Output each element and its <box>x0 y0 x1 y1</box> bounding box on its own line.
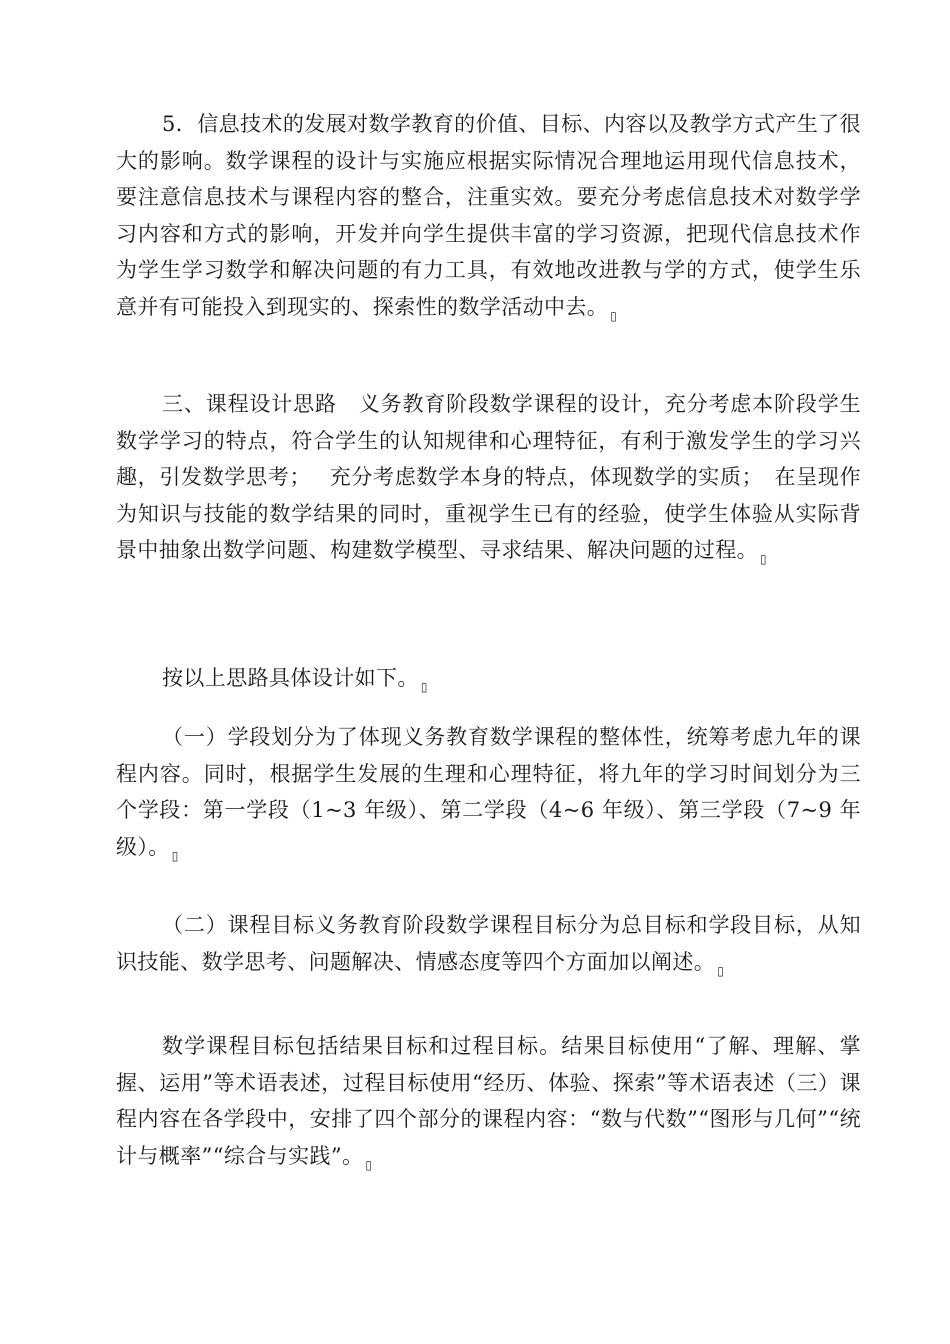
paragraph-text: 按以上思路具体设计如下。 <box>162 666 419 690</box>
paragraph-text: （一）学段划分为了体现义务教育数学课程的整体性，统筹考虑九年的课程内容。同时，根据学生发展的生理和心理特征，将九年的学习时间划分为三个学段：第一学段（1~3 年级）、第二学段（4~6 年级）、第三学段（7~9 年级）。 <box>116 725 861 859</box>
paragraph-end-mark: ▯ <box>760 552 768 566</box>
paragraph-end-mark: ▯ <box>610 308 618 323</box>
paragraph-text: 数学课程目标包括结果目标和过程目标。结果目标使用“了解、理解、掌握、运用”等术语表述，过程目标使用“经历、体验、探索”等术语表述（三）课程内容在各学段中，安排了四个部分的课程内容：“数与代数”“图形与几何”“统计与概率”“综合与实践”。 <box>116 1034 861 1168</box>
paragraph-text: （二）课程目标义务教育阶段数学课程目标分为总目标和学段目标，从知识技能、数学思考、问题解决、情感态度等四个方面加以阐述。 <box>116 913 861 974</box>
paragraph-end-mark: ▯ <box>717 963 725 978</box>
paragraph-stage-division <box>116 719 861 865</box>
paragraph-course-design-ideas <box>116 386 861 569</box>
paragraph-end-mark: ▯ <box>365 1157 373 1172</box>
paragraph-information-technology <box>116 106 861 325</box>
paragraph-course-goals <box>116 907 861 980</box>
paragraph-text: 5．信息技术的发展对数学教育的价值、目标、内容以及教学方式产生了很大的影响。数学课程的设计与实施应根据实际情况合理地运用现代信息技术，要注意信息技术与课程内容的整合，注重实效。要充分考虑信息技术对数学学习内容和方式的影响，开发并向学生提供丰富的学习资源，把现代信息技术作为学生学习数学和解决问题的有力工具，有效地改进教与学的方式，使学生乐意并有可能投入到现实的、探索性的数学活动中去。 <box>116 112 861 319</box>
paragraph-goal-types-and-content <box>116 1028 861 1174</box>
paragraph-design-intro <box>116 660 861 697</box>
paragraph-end-mark: ▯ <box>420 680 428 694</box>
paragraph-text: 三、课程设计思路 义务教育阶段数学课程的设计，充分考虑本阶段学生数学学习的特点，符合学生的认知规律和心理特征，有利于激发学生的学习兴趣，引发数学思考； 充分考虑数学本身的特点，体现数学的实质； 在呈现作为知识与技能的数学结果的同时，重视学生已有的经验，使学生体验从实际背景中抽象出数学问题、构建数学模型、寻求结果、解决问题的过程。 <box>116 392 861 562</box>
paragraph-end-mark: ▯ <box>171 848 179 863</box>
